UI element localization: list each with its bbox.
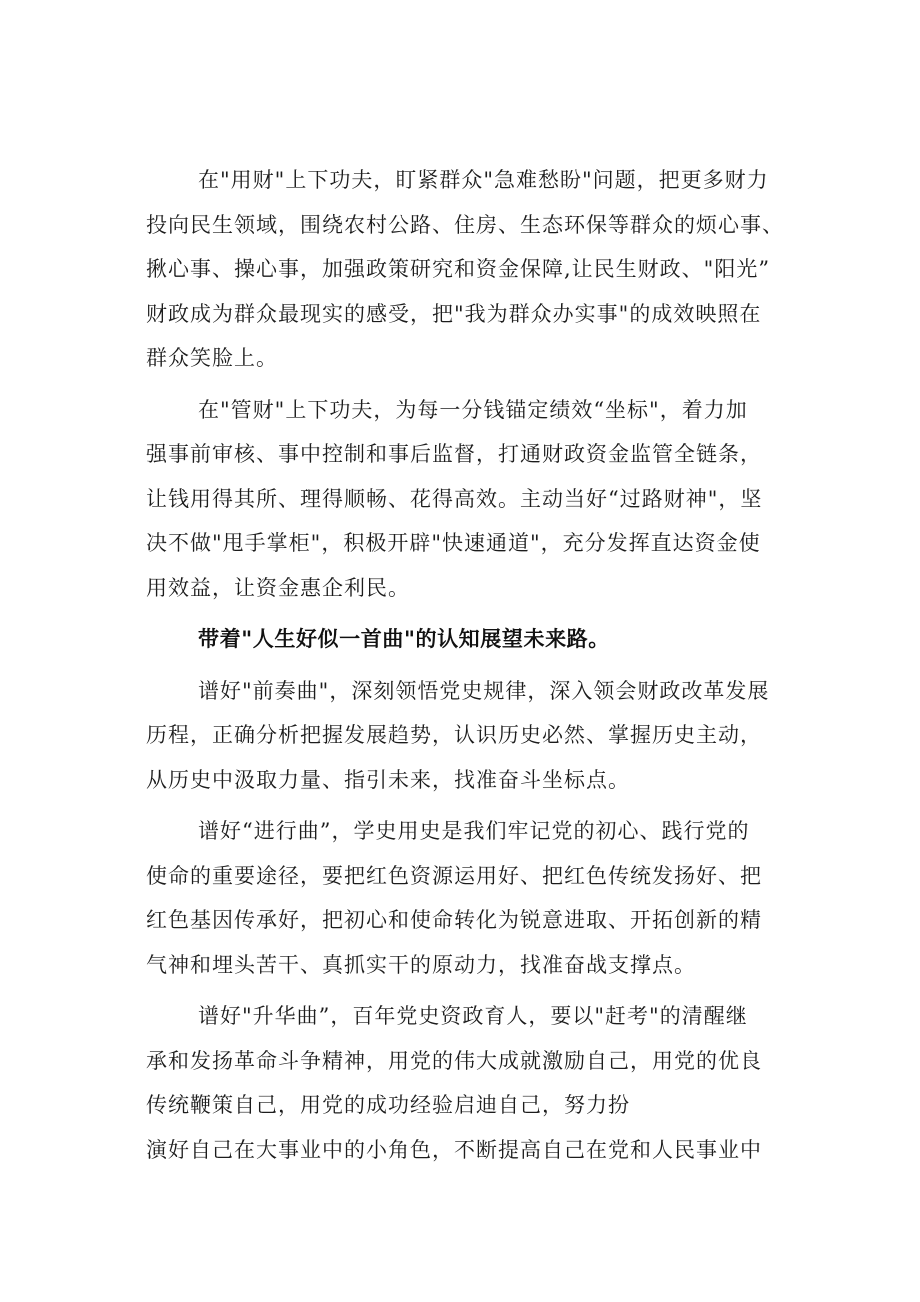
text-line: 承和发扬革命斗争精神，用党的伟大成就激励自己，用党的优良 bbox=[146, 1048, 762, 1073]
text-line: 谱好“进行曲”，学史用史是我们牢记党的初心、践行党的 bbox=[198, 819, 750, 843]
text-line: 传统鞭策自己，用党的成功经验启迪自己，努力扮 bbox=[146, 1093, 630, 1117]
paragraph-yongcai bbox=[146, 158, 802, 381]
paragraph-guancai bbox=[146, 388, 802, 611]
paragraph-jinxingqu bbox=[146, 809, 802, 987]
text-line: 演好自己在大事业中的小角色，不断提高自己在党和人民事业中 bbox=[146, 1137, 762, 1162]
text-line: 强事前审核、事中控制和事后监督，打通财政资金监管全链条， bbox=[146, 442, 762, 466]
section-heading bbox=[146, 617, 802, 662]
paragraph-qianzouqu bbox=[146, 669, 802, 803]
text-line: 在"管财"上下功夫，为每一分钱锚定绩效“坐标"，着力加 bbox=[198, 397, 748, 422]
text-line: 群众笑脸上。 bbox=[146, 346, 278, 370]
text-line: 决不做"甩手掌柜"，积极开辟"快速通道"，充分发挥直达资金使 bbox=[146, 531, 761, 555]
text-line: 历程，正确分析把握发展趋势，认识历史必然、掌握历史主动， bbox=[146, 723, 762, 747]
text-line: 让钱用得其所、理得顺畅、花得高效。主动当好“过路财神"，坚 bbox=[146, 486, 763, 511]
text-line: 使命的重要途径，要把红色资源运用好、把红色传统发扬好、把 bbox=[146, 863, 762, 888]
text-line: 揪心事、操心事，加强政策研究和资金保障,让民生财政、"阳光” bbox=[146, 257, 771, 281]
text-line: 财政成为群众最现实的感受，把"我为群众办实事"的成效映照在 bbox=[146, 301, 762, 326]
paragraph-shenghuaqu bbox=[146, 994, 802, 1172]
text-line: 从历史中汲取力量、指引未来，找准奋斗坐标点。 bbox=[146, 767, 630, 792]
text-line: 气神和埋头苦干、真抓实干的原动力，找准奋战支撑点。 bbox=[146, 952, 696, 977]
heading-line: 带着"人生好似一首曲"的认知展望未来路。 bbox=[198, 627, 610, 651]
text-line: 用效益，让资金惠企利民。 bbox=[146, 575, 410, 600]
text-line: 红色基因传承好，把初心和使命转化为锐意进取、开拓创新的精 bbox=[146, 908, 762, 932]
document-body bbox=[146, 158, 802, 1179]
text-line: 谱好"前奏曲"，深刻领悟党史规律，深入领会财政改革发展 bbox=[198, 678, 770, 703]
text-line: 谱好"升华曲”，百年党史资政育人，要以"赶考"的清醒继 bbox=[198, 1004, 748, 1028]
text-line: 投向民生领域，围绕农村公路、住房、生态环保等群众的烦心事、 bbox=[146, 212, 784, 237]
text-line: 在"用财"上下功夫，盯紧群众"急难愁盼"问题，把更多财力 bbox=[198, 168, 769, 192]
